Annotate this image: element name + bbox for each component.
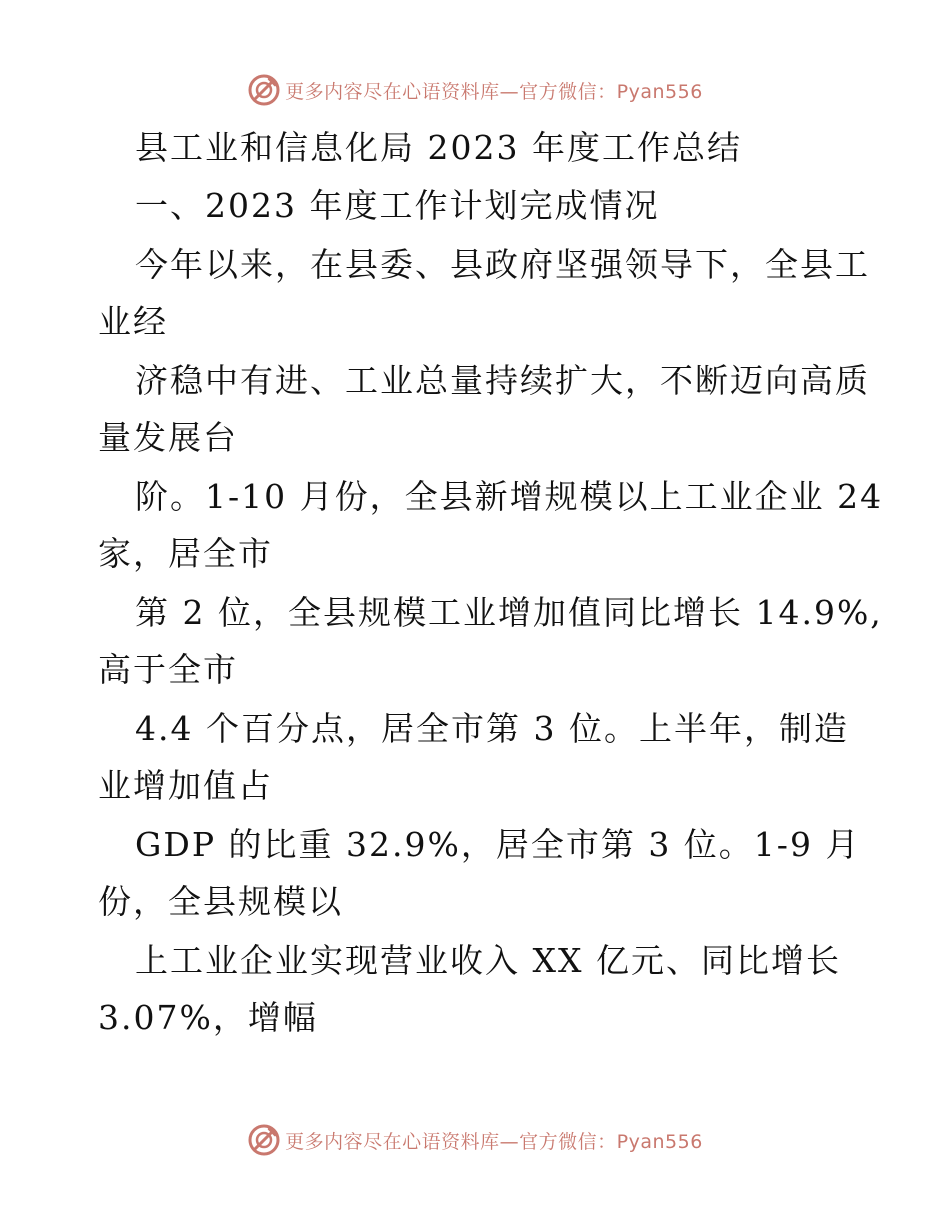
paragraph-line: 第 2 位，全县规模工业增加值同比增长 14.9%, xyxy=(135,593,883,632)
paragraph-line: 业经 xyxy=(98,302,168,341)
document-title: 县工业和信息化局 2023 年度工作总结 xyxy=(135,128,742,167)
watermark-banner-bottom xyxy=(0,1120,950,1160)
watermark-text: 更多内容尽在心语资料库—官方微信：Pyan556 xyxy=(285,80,703,103)
paragraph-line: 量发展台 xyxy=(98,418,238,457)
paragraph-line: 高于全市 xyxy=(98,650,238,689)
watermark-banner-top xyxy=(0,70,950,110)
section-heading: 一、2023 年度工作计划完成情况 xyxy=(135,186,660,225)
seal-logo-icon xyxy=(247,73,281,107)
paragraph-line: 上工业企业实现营业收入 XX 亿元、同比增长 xyxy=(135,941,841,980)
paragraph-line: 业增加值占 xyxy=(98,766,273,805)
paragraph-line: 家，居全市 xyxy=(98,534,273,573)
seal-logo-icon xyxy=(247,1123,281,1157)
paragraph-line: 3.07%，增幅 xyxy=(98,998,318,1037)
paragraph-line: 份，全县规模以 xyxy=(98,882,343,921)
watermark-text: 更多内容尽在心语资料库—官方微信：Pyan556 xyxy=(285,1130,703,1153)
paragraph-line: GDP 的比重 32.9%，居全市第 3 位。1-9 月 xyxy=(135,825,861,864)
paragraph-line: 阶。1-10 月份，全县新增规模以上工业企业 24 xyxy=(135,477,884,516)
paragraph-line: 4.4 个百分点，居全市第 3 位。上半年，制造 xyxy=(135,709,849,748)
paragraph-line: 今年以来，在县委、县政府坚强领导下，全县工 xyxy=(135,245,870,284)
paragraph-line: 济稳中有进、工业总量持续扩大，不断迈向高质 xyxy=(135,361,870,400)
